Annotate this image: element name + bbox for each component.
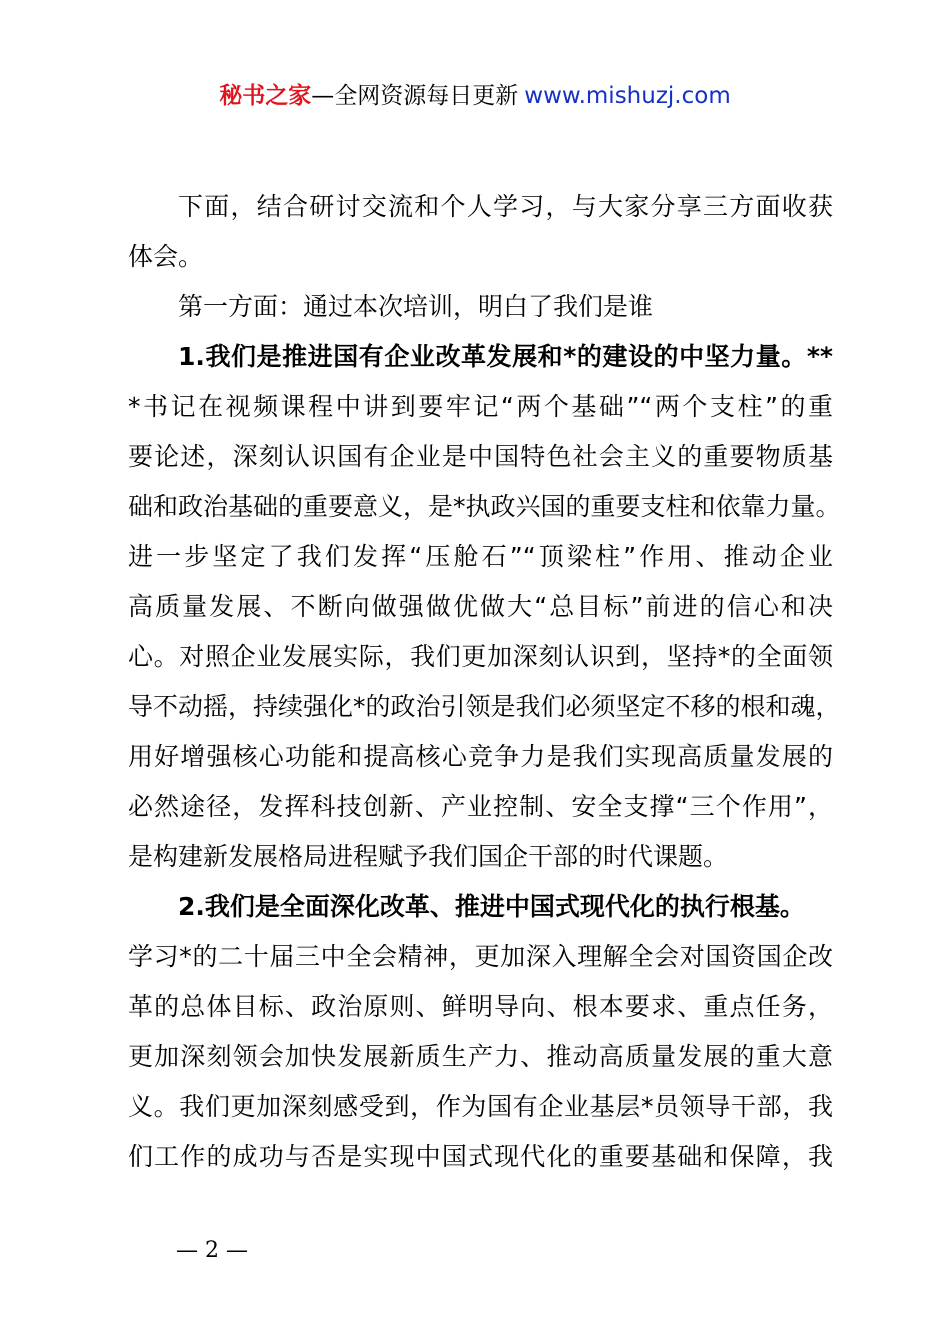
section-heading: 第一方面：通过本次培训，明白了我们是谁 bbox=[178, 292, 654, 321]
paragraph-line: 必然途径，发挥科技创新、产业控制、安全支撑“三个作用”， bbox=[128, 792, 833, 821]
paragraph-line: 体会。 bbox=[128, 242, 204, 271]
paragraph-line: 学习*的二十届三中全会精神，更加深入理解全会对国资国企改 bbox=[128, 942, 833, 971]
paragraph-line: 们工作的成功与否是实现中国式现代化的重要基础和保障，我 bbox=[128, 1142, 833, 1171]
paragraph-line: 革的总体目标、政治原则、鲜明导向、根本要求、重点任务， bbox=[128, 992, 833, 1021]
paragraph-line: 心。对照企业发展实际，我们更加深刻认识到，坚持*的全面领 bbox=[128, 642, 833, 671]
page-number: — 2 — bbox=[176, 1238, 248, 1263]
header-slogan: 全网资源每日更新 bbox=[334, 83, 519, 109]
paragraph-line: 导不动摇，持续强化*的政治引领是我们必须坚定不移的根和魂， bbox=[128, 692, 841, 721]
paragraph-line: 是构建新发展格局进程赋予我们国企干部的时代课题。 bbox=[128, 842, 729, 871]
brand-name: 秘书之家 bbox=[219, 83, 312, 109]
paragraph-line: 更加深刻领会加快发展新质生产力、推动高质量发展的重大意 bbox=[128, 1042, 833, 1071]
header-dash: — bbox=[311, 83, 335, 109]
paragraph-line: 用好增强核心功能和提高核心竞争力是我们实现高质量发展的 bbox=[128, 742, 833, 771]
document-body bbox=[128, 182, 841, 1182]
point-heading: 2.我们是全面深化改革、推进中国式现代化的执行根基。 bbox=[178, 892, 805, 921]
paragraph-line: 要论述，深刻认识国有企业是中国特色社会主义的重要物质基 bbox=[128, 442, 833, 471]
paragraph-line: *书记在视频课程中讲到要牢记“两个基础”“两个支柱”的重 bbox=[128, 392, 833, 421]
paragraph-line: 础和政治基础的重要意义，是*执政兴国的重要支柱和依靠力量。 bbox=[128, 492, 841, 521]
point-heading: 1.我们是推进国有企业改革发展和*的建设的中坚力量。** bbox=[178, 342, 833, 371]
site-header bbox=[0, 78, 950, 114]
site-url-link[interactable]: www.mishuzj.com bbox=[524, 83, 731, 109]
paragraph-line: 义。我们更加深刻感受到，作为国有企业基层*员领导干部，我 bbox=[128, 1092, 833, 1121]
paragraph-line: 高质量发展、不断向做强做优做大“总目标”前进的信心和决 bbox=[128, 592, 833, 621]
paragraph-line: 下面，结合研讨交流和个人学习，与大家分享三方面收获 bbox=[178, 192, 833, 221]
paragraph-line: 进一步坚定了我们发挥“压舱石”“顶梁柱”作用、推动企业 bbox=[128, 542, 833, 571]
